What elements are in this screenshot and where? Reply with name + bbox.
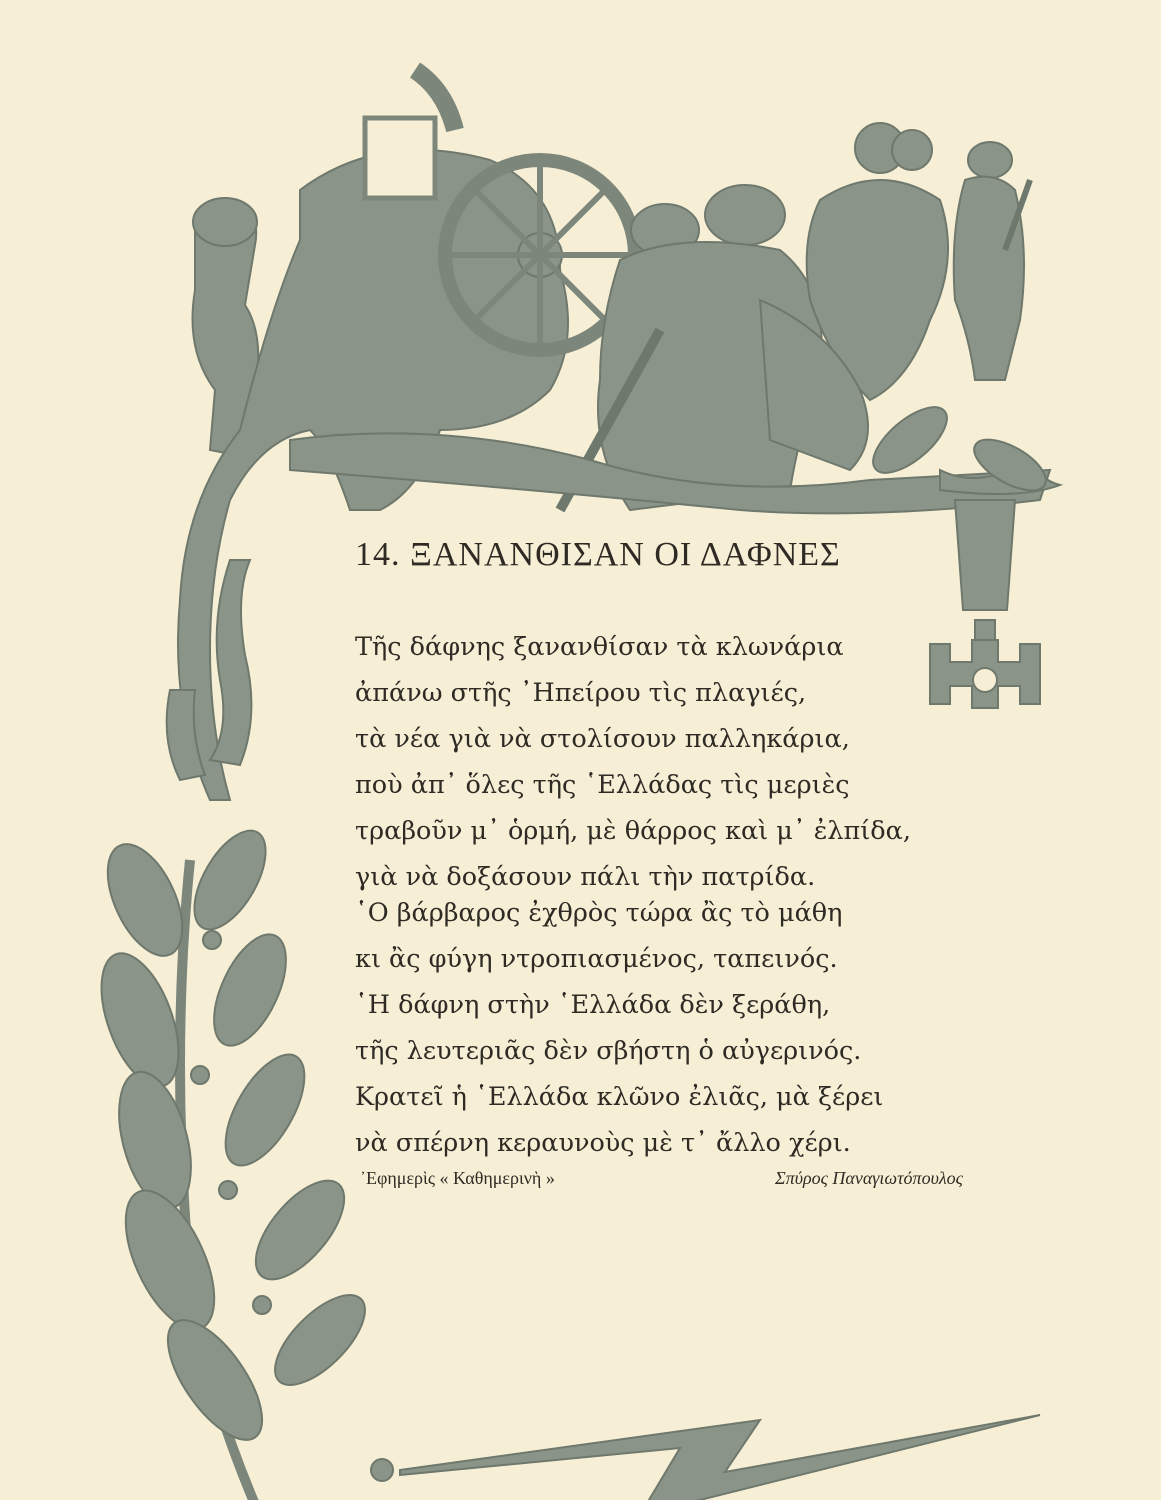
stanza-1 bbox=[355, 624, 911, 900]
lightning-bolt bbox=[400, 1415, 1040, 1500]
poem-title: 14. ΞΑΝΑΝΘΙΣΑΝ ΟΙ ΔΑΦΝΕΣ bbox=[355, 536, 841, 573]
verse-line: ἀπάνω στῆς ᾿Ηπείρου τὶς πλαγιές, bbox=[355, 678, 807, 708]
verse-line: Τῆς δάφνης ξανανθίσαν τὰ κλωνάρια bbox=[355, 632, 844, 662]
stanza-2 bbox=[355, 890, 883, 1166]
author-credit: Σπύρος Παναγιωτόπουλος bbox=[775, 1168, 963, 1188]
verse-line: τῆς λευτεριᾶς δὲν σβήστη ὁ αὐγερινός. bbox=[355, 1036, 862, 1066]
source-credit: ᾿Εφημερὶς « Καθημερινὴ » bbox=[360, 1168, 555, 1188]
verse-line: γιὰ νὰ δοξάσουν πάλι τὴν πατρίδα. bbox=[355, 862, 816, 892]
verse-line: ποὺ ἀπ᾿ ὅλες τῆς ῾Ελλάδας τὶς μεριὲς bbox=[355, 770, 850, 800]
verse-line: τὰ νέα γιὰ νὰ στολίσουν παλληκάρια, bbox=[355, 724, 850, 754]
verse-line: ῾Η δάφνη στὴν ῾Ελλάδα δὲν ξεράθη, bbox=[355, 990, 831, 1020]
verse-line: Κρατεῖ ἡ ῾Ελλάδα κλῶνο ἐλιᾶς, μὰ ξέρει bbox=[355, 1082, 884, 1112]
verse-line: τραβοῦν μ᾿ ὁρμή, μὲ θάρρος καὶ μ᾿ ἐλπίδα, bbox=[355, 816, 911, 846]
verse-line: νὰ σπέρνη κεραυνοὺς μὲ τ᾿ ἄλλο χέρι. bbox=[355, 1128, 851, 1158]
verse-line: κι ἂς φύγη ντροπιασμένος, ταπεινός. bbox=[355, 944, 838, 974]
verse-line: ῾Ο βάρβαρος ἐχθρὸς τώρα ἂς τὸ μάθη bbox=[355, 898, 843, 928]
